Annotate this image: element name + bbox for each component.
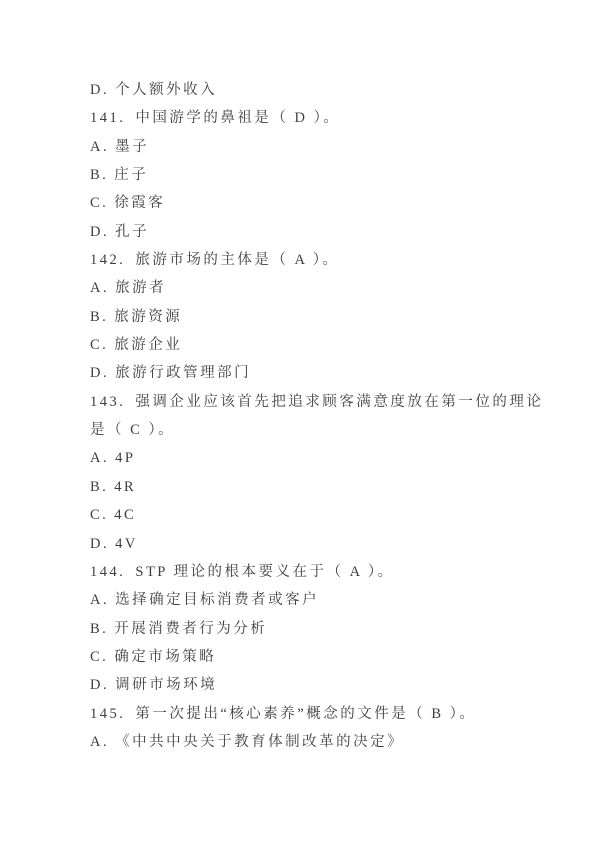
question-number: 143.	[90, 393, 126, 410]
option-text: 确定市场策略	[114, 648, 217, 665]
question-143-option-c	[90, 501, 556, 529]
question-text: 强调企业应该首先把追求顾客满意度放在第一位的理论是（ C ）。	[90, 393, 544, 439]
question-141-option-a	[90, 133, 556, 161]
option-label: D.	[90, 82, 110, 98]
question-number: 145.	[90, 705, 126, 722]
option-label: A.	[90, 138, 110, 155]
question-142-stem	[90, 246, 556, 274]
option-text: 4R	[114, 478, 137, 495]
option-text: 选择确定目标消费者或客户	[115, 592, 320, 609]
option-label: C.	[90, 648, 109, 665]
question-145-option-a	[90, 728, 556, 756]
option-text: 墨子	[115, 138, 150, 155]
question-143-stem	[90, 388, 556, 445]
question-text: 第一次提出“核心素养”概念的文件是（ B ）。	[135, 705, 477, 722]
option-text: 《中共中央关于教育体制改革的决定》	[115, 733, 405, 750]
option-label: D.	[90, 677, 110, 694]
option-text: 4C	[114, 507, 137, 524]
question-144-option-c	[90, 643, 556, 671]
question-141-option-b	[90, 161, 556, 189]
option-label: D.	[90, 365, 110, 382]
option-label: A.	[90, 280, 110, 297]
option-text: 旅游者	[115, 280, 167, 297]
option-label: C.	[90, 337, 109, 354]
option-label: A.	[90, 733, 110, 750]
question-number: 142.	[90, 252, 126, 269]
option-line-140-d	[90, 76, 556, 104]
option-label: C.	[90, 195, 109, 212]
exam-question-list	[90, 76, 556, 756]
question-141-stem	[90, 104, 556, 132]
question-142-option-a	[90, 274, 556, 302]
question-block-145	[90, 700, 556, 757]
option-text: 4P	[115, 450, 136, 467]
option-label: B.	[90, 620, 109, 637]
question-block-144	[90, 558, 556, 700]
option-label: B.	[90, 308, 109, 325]
question-144-option-a	[90, 586, 556, 614]
option-text: 4V	[115, 535, 138, 552]
option-text: 徐霞客	[114, 195, 166, 212]
question-144-option-b	[90, 615, 556, 643]
question-text: 旅游市场的主体是（ A ）。	[135, 252, 340, 269]
question-number: 141.	[90, 110, 126, 127]
question-142-option-b	[90, 303, 556, 331]
question-block-142	[90, 246, 556, 388]
question-144-option-d	[90, 671, 556, 699]
option-text: 孔子	[115, 223, 150, 240]
question-144-stem	[90, 558, 556, 586]
option-label: D.	[90, 223, 110, 240]
option-text: 旅游企业	[114, 337, 183, 354]
option-text: 旅游行政管理部门	[115, 365, 252, 382]
question-143-option-d	[90, 530, 556, 558]
option-label: D.	[90, 535, 110, 552]
question-143-option-a	[90, 444, 556, 472]
question-text: 中国游学的鼻祖是（ D ）。	[135, 110, 341, 127]
option-text: 调研市场环境	[115, 677, 218, 694]
option-text: 个人额外收入	[115, 82, 218, 98]
option-label: A.	[90, 592, 110, 609]
question-block-141	[90, 104, 556, 246]
question-141-option-c	[90, 189, 556, 217]
option-label: A.	[90, 450, 110, 467]
question-text: STP 理论的根本要义在于（ A ）。	[135, 563, 395, 580]
option-text: 庄子	[114, 167, 149, 184]
question-number: 144.	[90, 563, 126, 580]
option-label: B.	[90, 167, 109, 184]
question-142-option-d	[90, 359, 556, 387]
question-142-option-c	[90, 331, 556, 359]
question-143-option-b	[90, 473, 556, 501]
option-label: C.	[90, 507, 109, 524]
option-text: 开展消费者行为分析	[114, 620, 268, 637]
question-145-stem	[90, 700, 556, 728]
option-label: B.	[90, 478, 109, 495]
question-block-143	[90, 388, 556, 558]
question-141-option-d	[90, 218, 556, 246]
option-text: 旅游资源	[114, 308, 183, 325]
